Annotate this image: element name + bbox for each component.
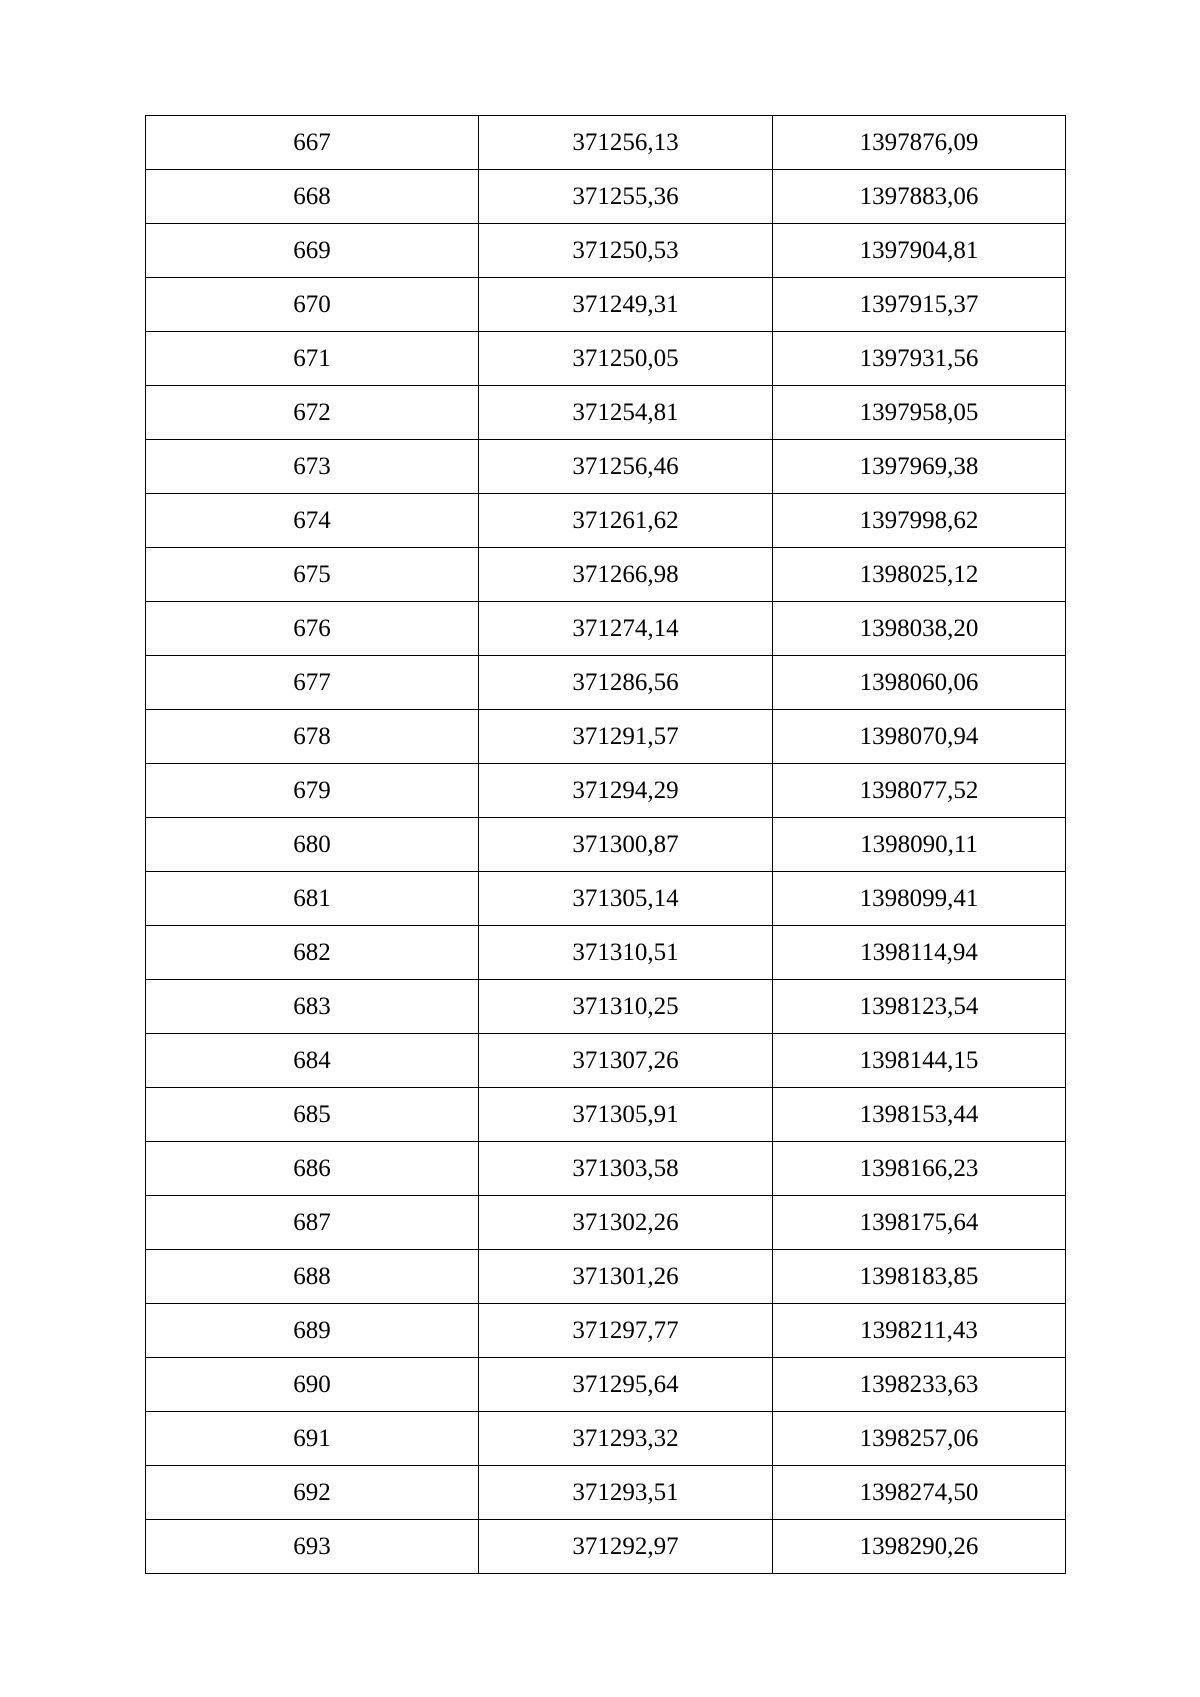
y-coordinate-cell: 1398153,44: [773, 1088, 1066, 1142]
point-number-cell: 693: [146, 1520, 479, 1574]
x-coordinate-cell: 371310,25: [479, 980, 773, 1034]
x-coordinate-cell: 371256,13: [479, 116, 773, 170]
table-body: [146, 116, 1066, 1574]
point-number-cell: 688: [146, 1250, 479, 1304]
y-coordinate-cell: 1398183,85: [773, 1250, 1066, 1304]
y-coordinate-cell: 1398144,15: [773, 1034, 1066, 1088]
y-coordinate-cell: 1397904,81: [773, 224, 1066, 278]
x-coordinate-cell: 371274,14: [479, 602, 773, 656]
table-row: [146, 1520, 1066, 1574]
x-coordinate-cell: 371256,46: [479, 440, 773, 494]
table-row: [146, 224, 1066, 278]
point-number-cell: 683: [146, 980, 479, 1034]
table-row: [146, 872, 1066, 926]
table-row: [146, 1034, 1066, 1088]
x-coordinate-cell: 371295,64: [479, 1358, 773, 1412]
point-number-cell: 682: [146, 926, 479, 980]
table-row: [146, 1142, 1066, 1196]
table-row: [146, 278, 1066, 332]
x-coordinate-cell: 371307,26: [479, 1034, 773, 1088]
table-row: [146, 1358, 1066, 1412]
point-number-cell: 671: [146, 332, 479, 386]
y-coordinate-cell: 1398257,06: [773, 1412, 1066, 1466]
table-row: [146, 1412, 1066, 1466]
table-row: [146, 1196, 1066, 1250]
point-number-cell: 668: [146, 170, 479, 224]
y-coordinate-cell: 1398090,11: [773, 818, 1066, 872]
point-number-cell: 679: [146, 764, 479, 818]
table-row: [146, 980, 1066, 1034]
y-coordinate-cell: 1398060,06: [773, 656, 1066, 710]
table-row: [146, 440, 1066, 494]
x-coordinate-cell: 371305,91: [479, 1088, 773, 1142]
x-coordinate-cell: 371261,62: [479, 494, 773, 548]
y-coordinate-cell: 1398114,94: [773, 926, 1066, 980]
table-row: [146, 1250, 1066, 1304]
y-coordinate-cell: 1397998,62: [773, 494, 1066, 548]
x-coordinate-cell: 371293,51: [479, 1466, 773, 1520]
x-coordinate-cell: 371310,51: [479, 926, 773, 980]
table-row: [146, 494, 1066, 548]
point-number-cell: 672: [146, 386, 479, 440]
table-row: [146, 170, 1066, 224]
point-number-cell: 669: [146, 224, 479, 278]
point-number-cell: 686: [146, 1142, 479, 1196]
y-coordinate-cell: 1398233,63: [773, 1358, 1066, 1412]
table-row: [146, 116, 1066, 170]
table-row: [146, 332, 1066, 386]
table-row: [146, 926, 1066, 980]
point-number-cell: 691: [146, 1412, 479, 1466]
x-coordinate-cell: 371292,97: [479, 1520, 773, 1574]
point-number-cell: 677: [146, 656, 479, 710]
x-coordinate-cell: 371291,57: [479, 710, 773, 764]
y-coordinate-cell: 1398290,26: [773, 1520, 1066, 1574]
table-row: [146, 1304, 1066, 1358]
point-number-cell: 667: [146, 116, 479, 170]
y-coordinate-cell: 1397969,38: [773, 440, 1066, 494]
y-coordinate-cell: 1397958,05: [773, 386, 1066, 440]
point-number-cell: 678: [146, 710, 479, 764]
x-coordinate-cell: 371286,56: [479, 656, 773, 710]
y-coordinate-cell: 1398038,20: [773, 602, 1066, 656]
y-coordinate-cell: 1397876,09: [773, 116, 1066, 170]
x-coordinate-cell: 371297,77: [479, 1304, 773, 1358]
table-row: [146, 1088, 1066, 1142]
y-coordinate-cell: 1398025,12: [773, 548, 1066, 602]
point-number-cell: 675: [146, 548, 479, 602]
point-number-cell: 684: [146, 1034, 479, 1088]
point-number-cell: 687: [146, 1196, 479, 1250]
table-row: [146, 818, 1066, 872]
point-number-cell: 673: [146, 440, 479, 494]
point-number-cell: 685: [146, 1088, 479, 1142]
x-coordinate-cell: 371255,36: [479, 170, 773, 224]
table-row: [146, 602, 1066, 656]
x-coordinate-cell: 371254,81: [479, 386, 773, 440]
point-number-cell: 690: [146, 1358, 479, 1412]
point-number-cell: 674: [146, 494, 479, 548]
x-coordinate-cell: 371250,53: [479, 224, 773, 278]
y-coordinate-cell: 1398070,94: [773, 710, 1066, 764]
y-coordinate-cell: 1398166,23: [773, 1142, 1066, 1196]
x-coordinate-cell: 371302,26: [479, 1196, 773, 1250]
y-coordinate-cell: 1397883,06: [773, 170, 1066, 224]
table-row: [146, 548, 1066, 602]
table-row: [146, 386, 1066, 440]
x-coordinate-cell: 371266,98: [479, 548, 773, 602]
y-coordinate-cell: 1398211,43: [773, 1304, 1066, 1358]
table-row: [146, 764, 1066, 818]
y-coordinate-cell: 1398099,41: [773, 872, 1066, 926]
x-coordinate-cell: 371300,87: [479, 818, 773, 872]
coordinates-table: [145, 115, 1066, 1574]
x-coordinate-cell: 371294,29: [479, 764, 773, 818]
table-row: [146, 710, 1066, 764]
x-coordinate-cell: 371305,14: [479, 872, 773, 926]
x-coordinate-cell: 371303,58: [479, 1142, 773, 1196]
table-row: [146, 656, 1066, 710]
x-coordinate-cell: 371249,31: [479, 278, 773, 332]
y-coordinate-cell: 1397931,56: [773, 332, 1066, 386]
point-number-cell: 680: [146, 818, 479, 872]
y-coordinate-cell: 1398274,50: [773, 1466, 1066, 1520]
table-row: [146, 1466, 1066, 1520]
x-coordinate-cell: 371250,05: [479, 332, 773, 386]
point-number-cell: 692: [146, 1466, 479, 1520]
point-number-cell: 681: [146, 872, 479, 926]
y-coordinate-cell: 1398123,54: [773, 980, 1066, 1034]
point-number-cell: 676: [146, 602, 479, 656]
point-number-cell: 689: [146, 1304, 479, 1358]
y-coordinate-cell: 1398077,52: [773, 764, 1066, 818]
y-coordinate-cell: 1398175,64: [773, 1196, 1066, 1250]
y-coordinate-cell: 1397915,37: [773, 278, 1066, 332]
x-coordinate-cell: 371293,32: [479, 1412, 773, 1466]
point-number-cell: 670: [146, 278, 479, 332]
x-coordinate-cell: 371301,26: [479, 1250, 773, 1304]
